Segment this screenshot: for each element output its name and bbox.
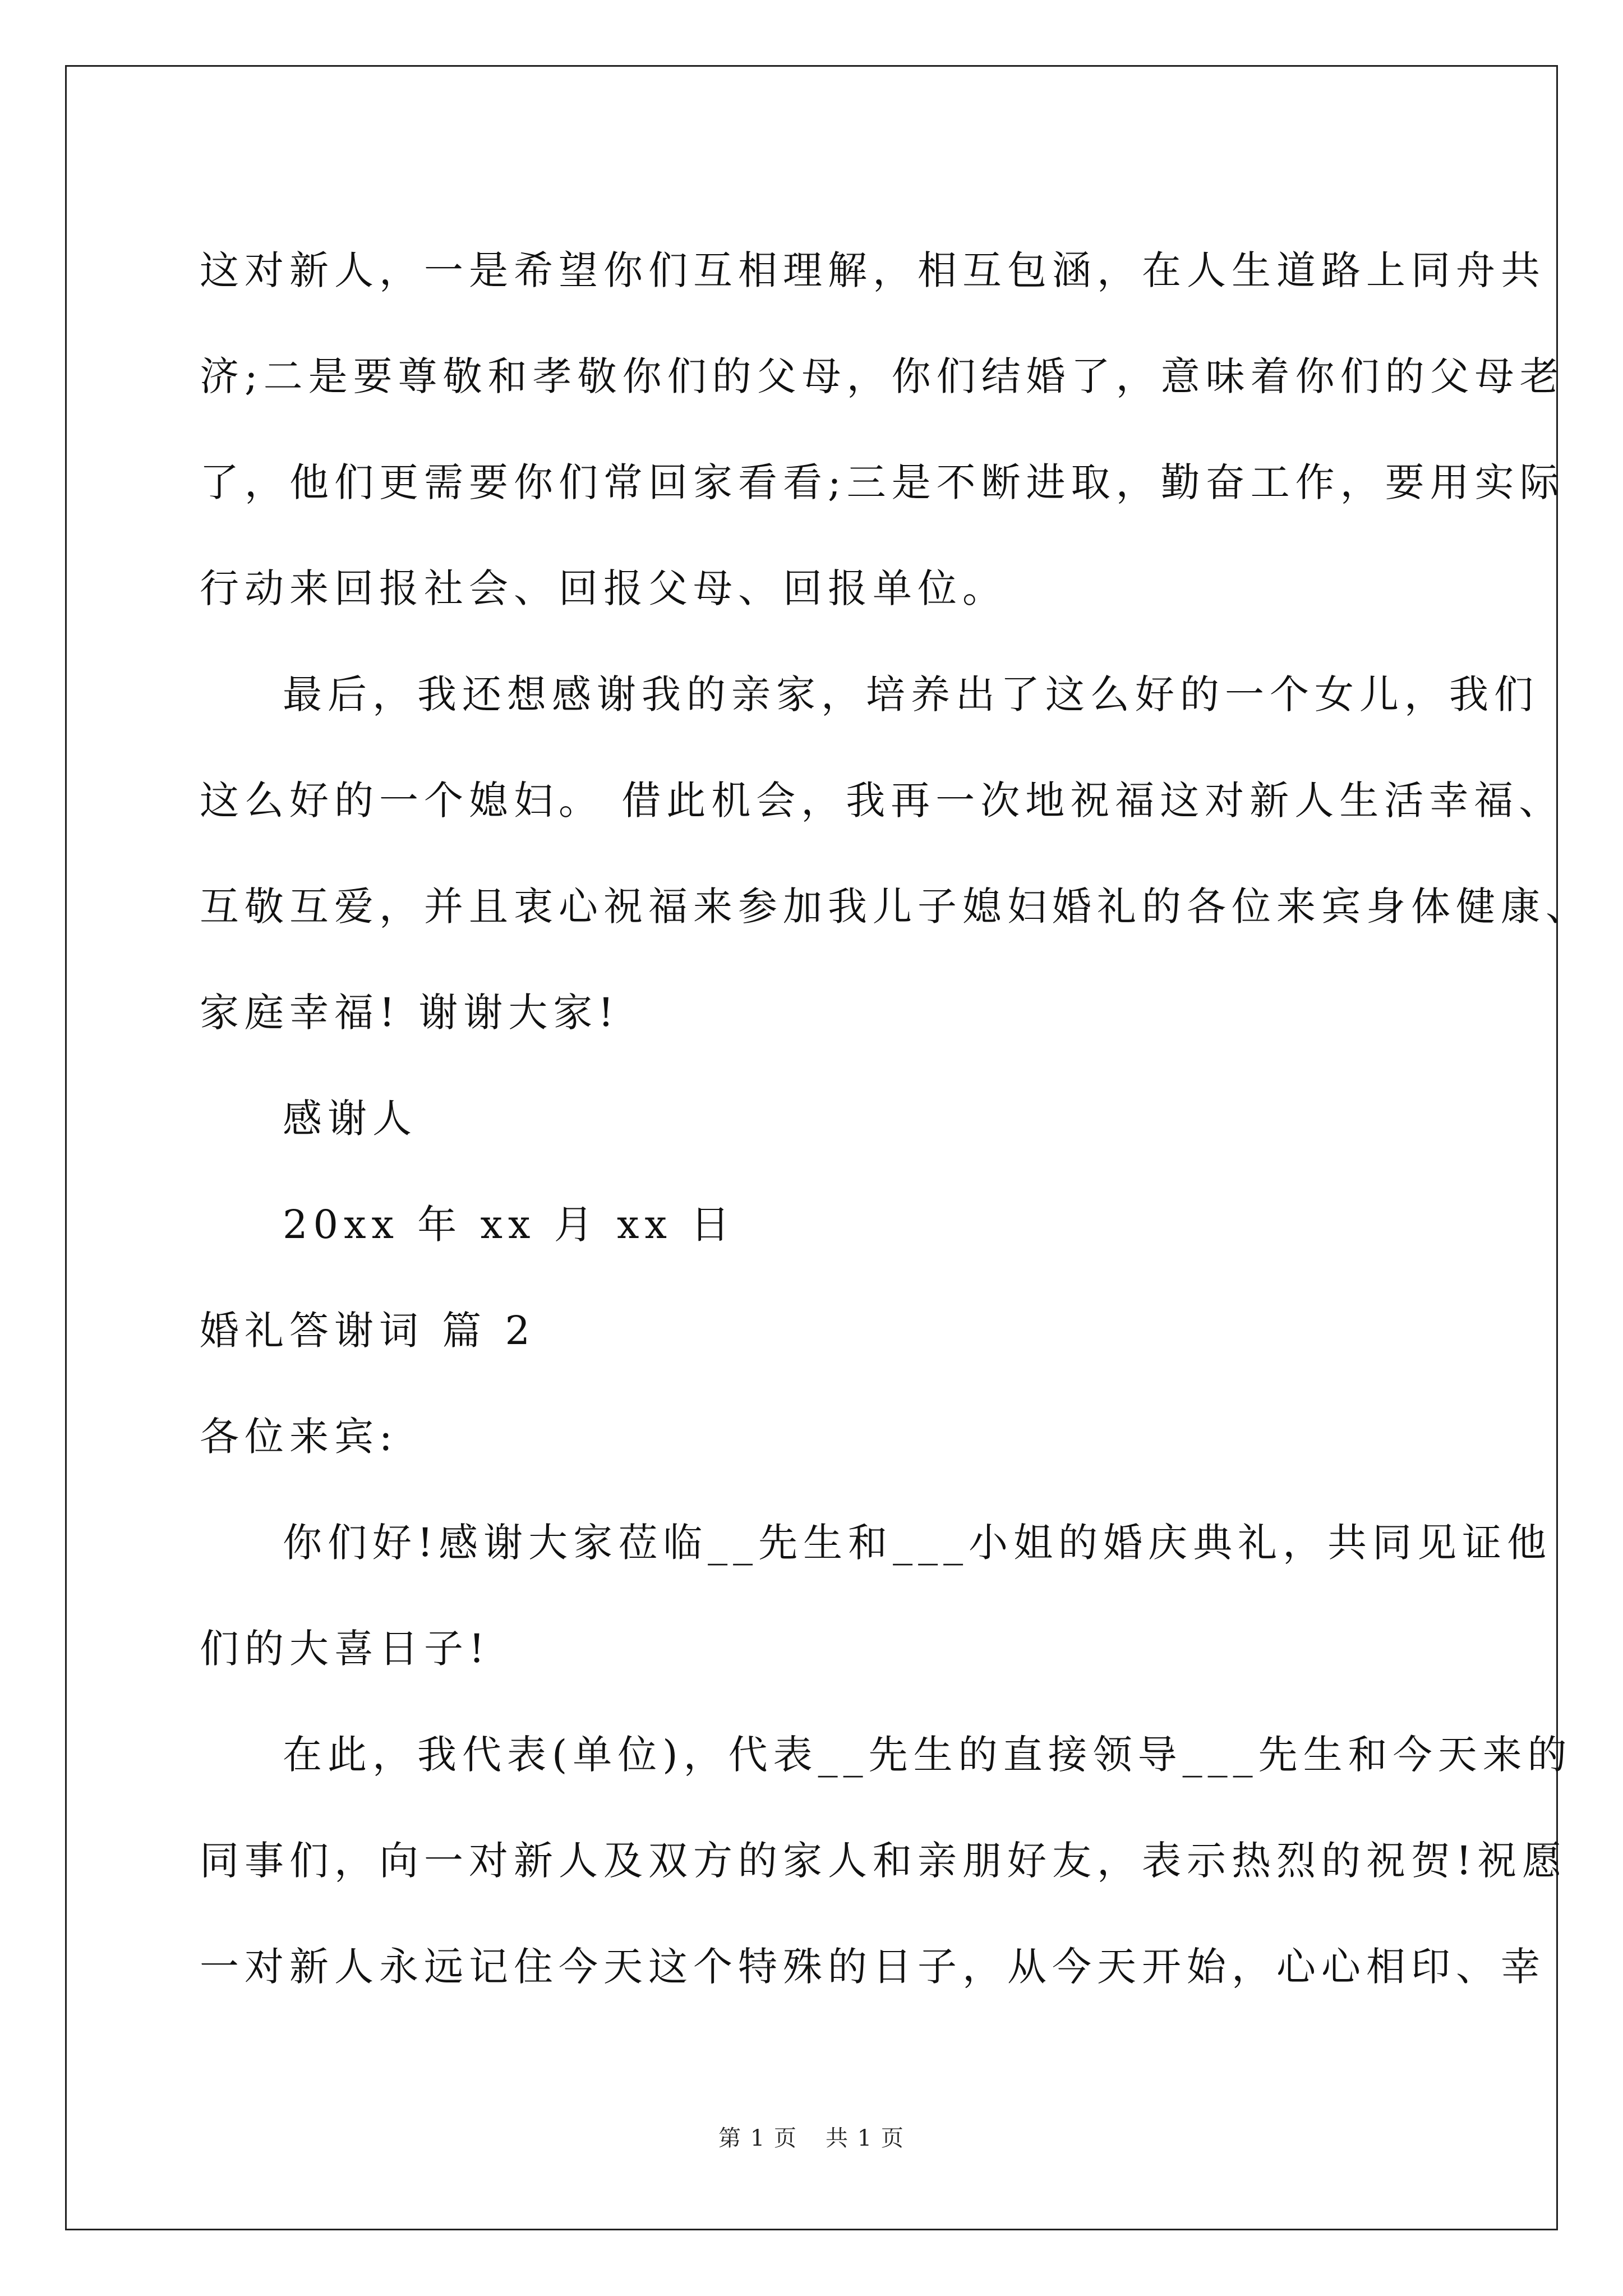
text-line: 行动来回报社会、回报父母、回报单位。 — [200, 565, 1007, 611]
text-line: 了，他们更需要你们常回家看看;三是不断进取，勤奋工作，要用实际 — [200, 459, 1565, 505]
document-body — [200, 218, 1590, 2020]
text-line: 互敬互爱，并且衷心祝福来参加我儿子媳妇婚礼的各位来宾身体健康、 — [200, 884, 1590, 930]
section-heading: 婚礼答谢词 篇 2 — [200, 1308, 536, 1354]
text-line: 这么好的一个媳妇。 借此机会，我再一次地祝福这对新人生活幸福、 — [200, 777, 1564, 823]
text-line: 家庭幸福! 谢谢大家! — [200, 990, 620, 1036]
page-total: 共 1 页 — [826, 2125, 905, 2151]
text-line: 同事们，向一对新人及双方的家人和亲朋好友，表示热烈的祝贺!祝愿 — [200, 1838, 1567, 1884]
salutation: 各位来宾: — [200, 1414, 398, 1460]
date-line: 20xx 年 xx 月 xx 日 — [283, 1202, 736, 1248]
text-line: 最后，我还想感谢我的亲家，培养出了这么好的一个女儿，我们 — [283, 671, 1539, 717]
text-line: 济;二是要尊敬和孝敬你们的父母，你们结婚了，意味着你们的父母老 — [200, 353, 1565, 399]
text-line: 在此，我代表(单位)，代表__先生的直接领导___先生和今天来的 — [283, 1732, 1573, 1778]
signature-label: 感谢人 — [283, 1096, 417, 1142]
page-number: 第 1 页 — [718, 2125, 797, 2151]
text-line: 你们好!感谢大家莅临__先生和___小姐的婚庆典礼，共同见证他 — [283, 1520, 1552, 1566]
text-line: 这对新人，一是希望你们互相理解，相互包涵，在人生道路上同舟共 — [200, 247, 1546, 293]
text-line: 们的大喜日子! — [200, 1626, 491, 1672]
page-footer — [0, 2125, 1623, 2152]
text-line: 一对新人永远记住今天这个特殊的日子，从今天开始，心心相印、幸 — [200, 1944, 1546, 1990]
